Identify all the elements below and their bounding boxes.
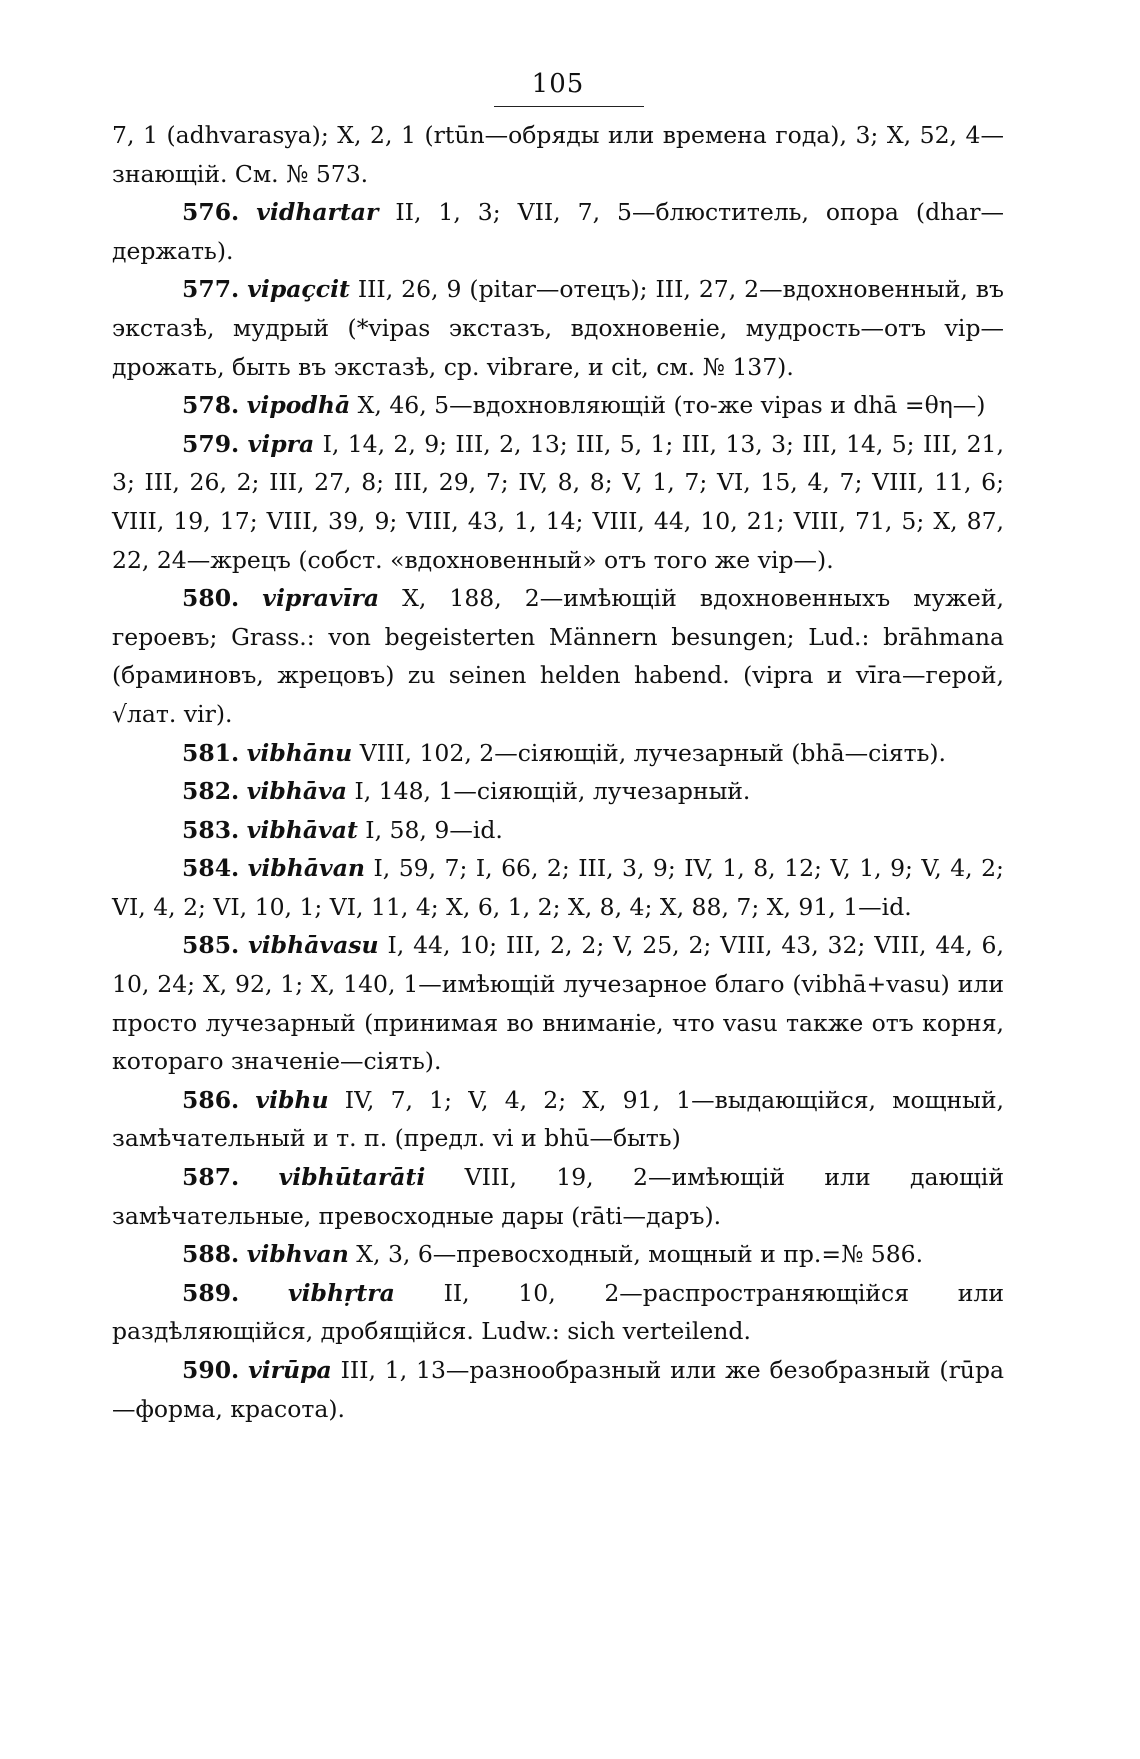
dictionary-entry [112,1081,1004,1158]
entry-number: 588. [182,1240,240,1269]
dictionary-entry [112,926,1004,1080]
entry-text: X, 3, 6—превосходный, мощный и пр.=№ 586. [356,1240,924,1269]
entry-term: vibhāva [246,777,347,806]
dictionary-entry [112,1158,1004,1235]
entry-number: 589. [182,1278,240,1307]
entry-term: vibhvan [246,1240,349,1269]
entry-term: vibhṛtra [287,1278,395,1307]
dictionary-entry [112,1274,1004,1351]
dictionary-entry [112,579,1004,733]
dictionary-entry [112,1351,1004,1428]
entry-text: II, 10, 2—распространяющійся или раздѣляющійся, дробящійся. Ludw.: sich verteilend. [112,1278,1004,1346]
entry-term: vipravīra [262,584,380,613]
entry-text: I, 44, 10; III, 2, 2; V, 25, 2; VIII, 43, 32; VIII, 44, 6, 10, 24; X, 92, 1; X, 140, 1—имѣющій лучезарное благо (vibhā+vasu) или просто лучезарный (принимая во вниманіе, что vasu также отъ корня, котораго значеніе—сіять). [112,931,1004,1076]
entry-number: 590. [182,1356,240,1384]
dictionary-entry [112,849,1004,926]
dictionary-entry [112,193,1004,270]
entry-text: III, 1, 13—разнообразный или же безобразный (rūpa—форма, красота). [112,1356,1004,1423]
entry-term: vipra [247,429,315,458]
entry-term: vibhānu [246,738,353,767]
entry-term: vibhāvasu [248,931,379,960]
entry-number: 580. [182,584,240,613]
entry-text: II, 1, 3; VII, 7, 5—блюститель, опора (dhar—держать). [112,198,1004,265]
dictionary-body [112,116,1004,1428]
entry-text: X, 188, 2—имѣющій вдохновенныхъ мужей, героевъ; Grass.: von begeisterten Männern besungen; Lud.: brāhmana (браминовъ, жрецовъ) zu seinen helden habend. (vipra и vīra—герой, √лат. vir). [112,584,1004,728]
entry-number: 587. [182,1163,240,1192]
dictionary-entry [112,772,1004,811]
entry-text: I, 58, 9—id. [365,815,503,844]
entry-term: vipodhā [246,391,351,420]
dictionary-entry [112,1235,1004,1274]
entry-number: 579. [182,429,240,458]
dictionary-entry [112,116,1004,193]
entry-text: X, 46, 5—вдохновляющій (то-же vipas и dhā =θη—) [357,391,986,420]
entry-term: vidhartar [256,198,379,227]
entry-term: vibhūtarāti [278,1163,426,1192]
dictionary-entry [112,270,1004,386]
entry-text: I, 14, 2, 9; III, 2, 13; III, 5, 1; III, 13, 3; III, 14, 5; III, 21, 3; III, 26, 2; III, 27, 8; III, 29, 7; IV, 8, 8; V, 1, 7; VI, 15, 4, 7; VIII, 11, 6; VIII, 19, 17; VIII, 39, 9; VIII, 43, 1, 14; VIII, 44, 10, 21; VIII, 71, 5; X, 87, 22, 24—жрецъ (собст. «вдохновенный» отъ того же vip—). [112,429,1004,574]
entry-number: 581. [182,738,240,767]
entry-text: III, 26, 9 (pitar—отецъ); III, 27, 2—вдохновенный, въ экстазѣ, мудрый (*vipas экстазъ, вдохновеніе, мудрость—отъ vip—дрожать, быть въ экстазѣ, ср. vibrare, и cit, см. № 137). [112,275,1004,381]
header-rule [494,106,644,107]
entry-number: 582. [182,777,240,806]
entry-number: 583. [182,815,240,844]
dictionary-entry [112,425,1004,579]
entry-number: 584. [182,854,240,883]
entry-number: 586. [182,1085,240,1114]
dictionary-entry [112,386,1004,425]
document-page [112,64,1004,1724]
entry-text: 7, 1 (adhvarasya); X, 2, 1 (rtūn—обряды или времена года), 3; X, 52, 4—знающій. См. № 573. [112,121,1004,188]
entry-text: I, 59, 7; I, 66, 2; III, 3, 9; IV, 1, 8, 12; V, 1, 9; V, 4, 2; VI, 4, 2; VI, 10, 1; VI, 11, 4; X, 6, 1, 2; X, 8, 4; X, 88, 7; X, 91, 1—id. [112,854,1004,921]
dictionary-entry [112,734,1004,773]
entry-term: vipaçcit [247,275,350,304]
entry-text: I, 148, 1—сіяющій, лучезарный. [354,777,751,806]
page-header [112,64,1004,116]
dictionary-entry [112,811,1004,850]
entry-text: VIII, 102, 2—сіяющій, лучезарный (bhā—сіять). [359,738,947,767]
entry-text: VIII, 19, 2—имѣющій или дающій замѣчательные, превосходные дары (rāti—даръ). [112,1163,1004,1230]
entry-number: 585. [182,931,240,960]
entry-term: vibhu [255,1085,329,1114]
page-number: 105 [531,69,585,99]
entry-term: vibhāvan [247,854,366,883]
entry-number: 578. [182,391,240,420]
entry-term: virūpa [248,1356,332,1384]
entry-number: 576. [182,198,240,227]
entry-text: IV, 7, 1; V, 4, 2; X, 91, 1—выдающійся, мощный, замѣчательный и т. п. (предл. vi и bhū—быть) [112,1085,1004,1153]
entry-number: 577. [182,275,240,304]
entry-term: vibhāvat [246,815,358,844]
